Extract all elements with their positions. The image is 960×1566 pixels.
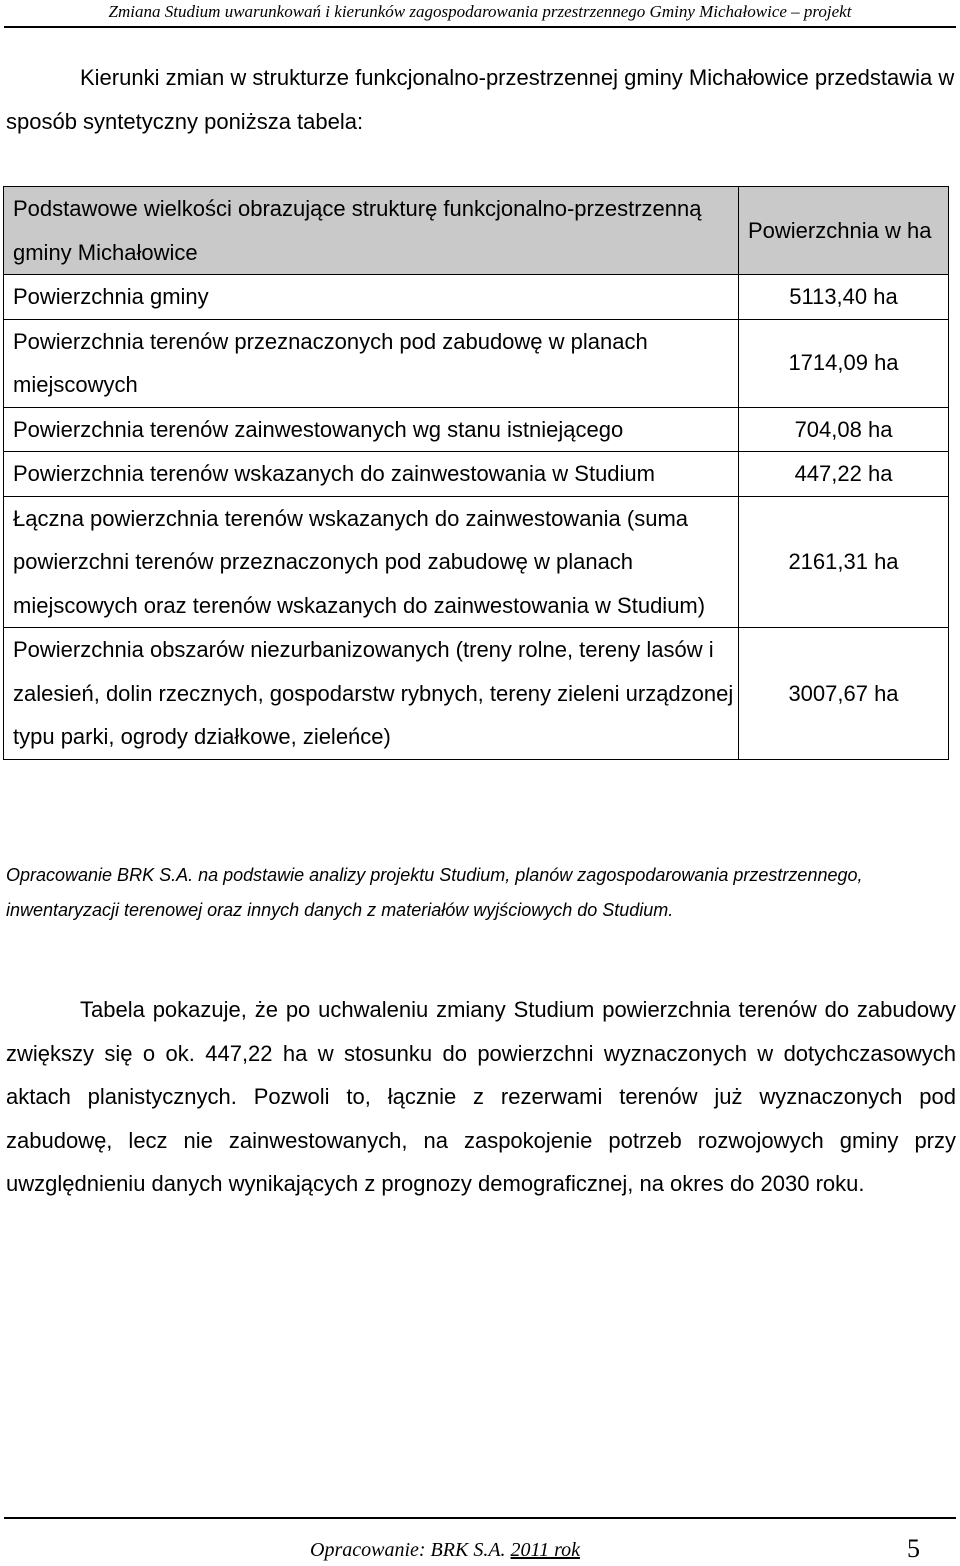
footer-prefix: Opracowanie: BRK S.A. [310, 1539, 511, 1561]
row-label: Powierzchnia terenów zainwestowanych wg stanu istniejącego [4, 407, 739, 452]
row-value: 3007,67 ha [739, 628, 949, 760]
row-label: Powierzchnia terenów przeznaczonych pod zabudowę w planach miejscowych [4, 319, 739, 407]
intro-text: Kierunki zmian w strukturze funkcjonalno-przestrzennej gminy Michałowice przedstawia w sposób syntetyczny poniższa tabela: [6, 65, 955, 134]
row-label: Łączna powierzchnia terenów wskazanych do zainwestowania (suma powierzchni terenów przeznaczonych pod zabudowę w planach miejscowych oraz terenów wskazanych do zainwestowania w Studium) [4, 496, 739, 628]
footer-divider [4, 1517, 956, 1519]
area-structure-table [3, 186, 949, 760]
row-value: 704,08 ha [739, 407, 949, 452]
header-value-cell: Powierzchnia w ha [739, 187, 949, 275]
header-description-cell: Podstawowe wielkości obrazujące strukturę funkcjonalno-przestrzenną gminy Michałowice [4, 187, 739, 275]
row-label: Powierzchnia terenów wskazanych do zainwestowania w Studium [4, 452, 739, 497]
row-label: Powierzchnia gminy [4, 275, 739, 320]
table-header-row [4, 187, 949, 275]
table-source-note: Opracowanie BRK S.A. na podstawie analizy projektu Studium, planów zagospodarowania przestrzennego, inwentaryzacji terenowej oraz innych danych z materiałów wyjściowych do Studium. [6, 865, 863, 920]
row-value: 2161,31 ha [739, 496, 949, 628]
body-text: Tabela pokazuje, że po uchwaleniu zmiany Studium powierzchnia terenów do zabudowy zwiększy się o ok. 447,22 ha w stosunku do powierzchni wyznaczonych w dotychczasowych aktach planistycznych. Pozwoli to, łącznie z rezerwami terenów już wyznaczonych pod zabudowę, lecz nie zainwestowanych, na zaspokojenie potrzeb rozwojowych gminy przy uwzględnieniu danych wynikających z prognozy demograficznej, na okres do 2030 roku. [6, 997, 956, 1197]
table-row [4, 319, 949, 407]
table-row [4, 452, 949, 497]
row-value: 447,22 ha [739, 452, 949, 497]
table-row [4, 275, 949, 320]
row-value: 1714,09 ha [739, 319, 949, 407]
row-label: Powierzchnia obszarów niezurbanizowanych (treny rolne, tereny lasów i zalesień, dolin rzecznych, gospodarstw rybnych, tereny zieleni urządzonej typu parki, ogrody działkowe, zieleńce) [4, 628, 739, 760]
running-header: Zmiana Studium uwarunkowań i kierunków zagospodarowania przestrzennego Gminy Michałowice – projekt [108, 2, 852, 21]
page-footer [0, 1536, 890, 1564]
footer-year: 2011 rok [510, 1539, 580, 1561]
body-paragraph [6, 988, 956, 1206]
table-row [4, 628, 949, 760]
row-value: 5113,40 ha [739, 275, 949, 320]
table-row [4, 496, 949, 628]
page-number: 5 [907, 1534, 920, 1563]
intro-paragraph [6, 56, 956, 144]
table-row [4, 407, 949, 452]
header-divider [4, 26, 956, 28]
